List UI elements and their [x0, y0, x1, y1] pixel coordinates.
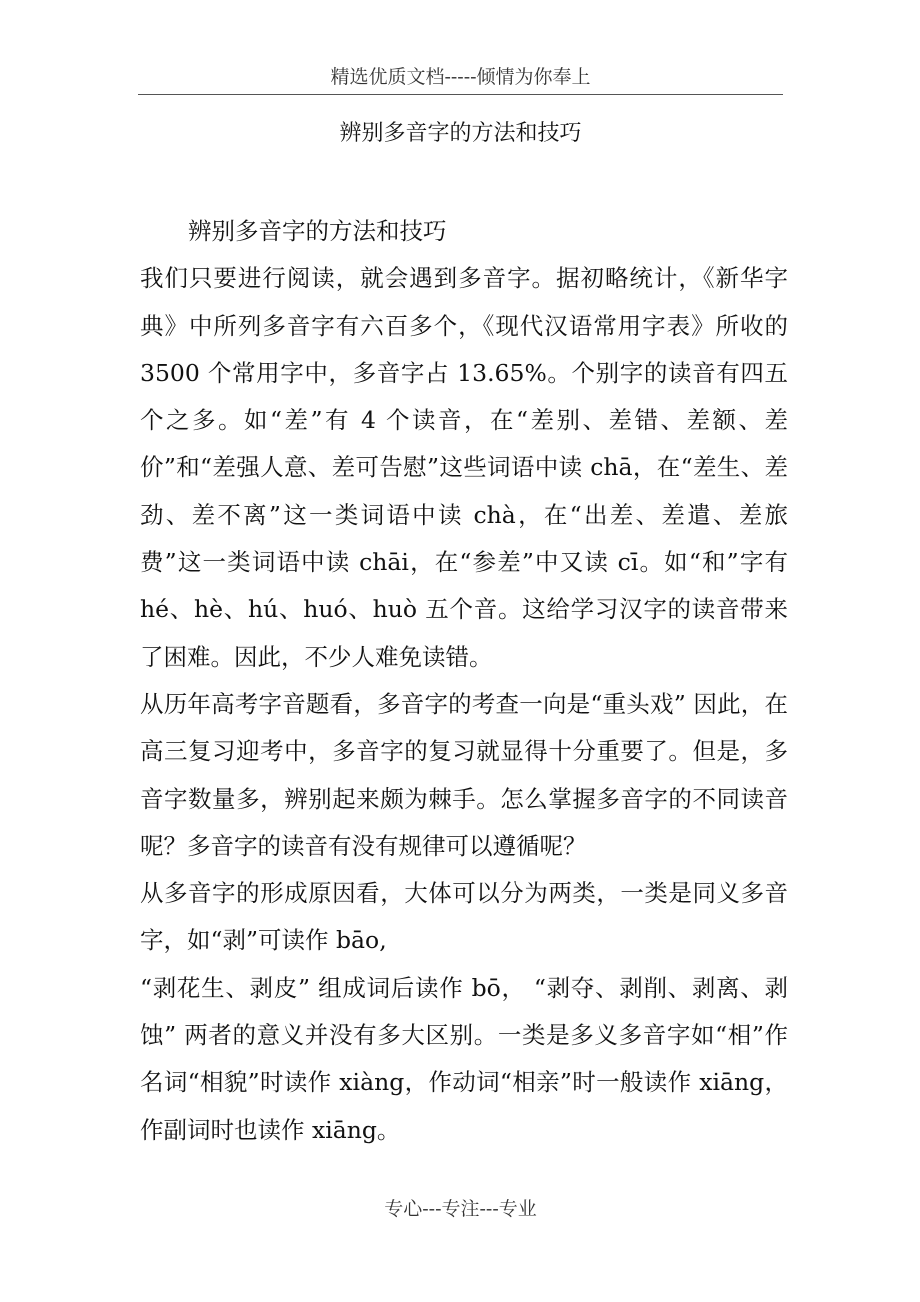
- paragraph-3: 从多音字的形成原因看，大体可以分为两类，一类是同义多音字，如“剥”可读作 bāo,: [140, 879, 788, 955]
- header-divider: [138, 94, 783, 95]
- paragraph-1: 我们只要进行阅读，就会遇到多音字。据初略统计，《新华字典》中所列多音字有六百多个，《现代汉语常用字表》所收的 3500 个常用字中，多音字占 13.65%。个别字的读音有四五个之多。如“差”有 4 个读音，在“差别、差错、差额、差价”和“差强人意、差可告慰”这些词语中读 chā，在“差生、差劲、差不离”这一类词语中读 chà，在“出差、差遣、差旅费”这一类词语中读 chāi，在“参差”中又读 cī。如“和”字有 hé、hè、hú、huó、huò 五个音。这给学习汉字的读音带来了困难。因此，不少人难免读错。: [140, 264, 788, 671]
- paragraph-4: “剥花生、剥皮” 组成词后读作 bō， “剥夺、剥削、剥离、剥蚀” 两者的意义并没有多大区别。一类是多义多音字如“相”作名词“相貌”时读作 xiàng，作动词“相亲”时一般读作 xiāng，作副词时也读作 xiāng。: [140, 973, 788, 1144]
- page-footer: 专心---专注---专业: [384, 1198, 537, 1220]
- body-subtitle: 辨别多音字的方法和技巧: [188, 217, 447, 245]
- document-title: 辨别多音字的方法和技巧: [339, 121, 582, 146]
- paragraph-2: 从历年高考字音题看，多音字的考查一向是“重头戏” 因此，在高三复习迎考中，多音字的复习就显得十分重要了。但是，多音字数量多，辨别起来颇为棘手。怎么掌握多音字的不同读音呢？多音字的读音有没有规律可以遵循呢？: [140, 689, 788, 860]
- document-body: [140, 208, 788, 1154]
- page-header: 精选优质文档-----倾情为你奉上: [330, 66, 591, 88]
